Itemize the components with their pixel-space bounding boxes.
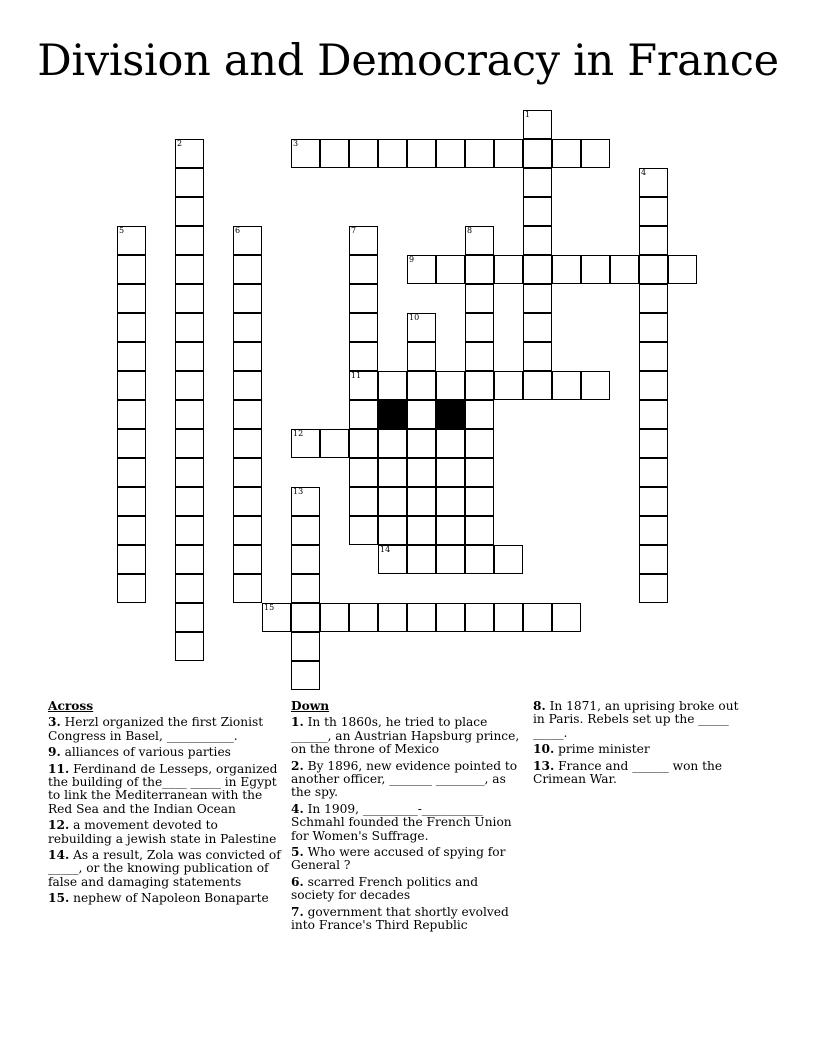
grid-cell[interactable] [494,255,523,284]
grid-cell[interactable] [552,139,581,168]
cell-number: 12 [293,429,304,438]
grid-cell[interactable] [436,139,465,168]
grid-cell[interactable] [291,632,320,661]
grid-cell[interactable] [175,313,204,342]
clue-down-6 [291,876,525,903]
grid-cell[interactable] [233,255,262,284]
clue-text: a movement devoted to rebuilding a jewish state in Palestine [48,818,277,846]
grid-cell[interactable] [465,371,494,400]
clue-down-13 [533,760,743,787]
grid-cell[interactable] [175,371,204,400]
grid-cell[interactable] [436,458,465,487]
grid-cell[interactable] [407,400,436,429]
grid-cell[interactable] [175,284,204,313]
grid-cell[interactable] [233,574,262,603]
grid-cell[interactable] [175,487,204,516]
grid-cell[interactable] [552,371,581,400]
grid-cell[interactable] [175,342,204,371]
grid-cell[interactable] [465,139,494,168]
grid-cell[interactable] [349,603,378,632]
clue-down-7 [291,906,525,933]
clue-text: nephew of Napoleon Bonaparte [73,891,269,906]
grid-cell[interactable] [117,429,146,458]
grid-cell[interactable] [523,371,552,400]
grid-cell[interactable] [175,516,204,545]
clue-number: 14. [48,848,70,863]
grid-cell[interactable] [175,197,204,226]
page-title: Division and Democracy in France [37,36,779,86]
grid-cell[interactable] [523,110,552,139]
grid-cell[interactable] [349,313,378,342]
clue-number: 15. [48,891,70,906]
grid-cell[interactable] [320,139,349,168]
down-clues-continued [533,700,743,789]
clue-down-10 [533,743,743,756]
clue-across-14 [48,849,282,889]
clue-text: France and ______ won the Crimean War. [533,758,723,787]
grid-cell[interactable] [175,458,204,487]
grid-cell[interactable] [465,603,494,632]
grid-cell[interactable] [349,400,378,429]
grid-cell[interactable] [465,284,494,313]
grid-cell[interactable] [291,545,320,574]
clue-across-11 [48,763,282,817]
grid-cell[interactable] [639,313,668,342]
grid-cell[interactable] [407,342,436,371]
cell-number: 13 [293,487,304,496]
clue-down-1 [291,716,525,756]
grid-cell[interactable] [117,487,146,516]
clue-text: Herzl organized the first Zionist Congress in Basel, ___________. [48,715,264,743]
grid-cell[interactable] [639,226,668,255]
grid-cell[interactable] [349,284,378,313]
clue-text: In 1871, an uprising broke out in Paris. Rebels set up the _____ _____. [533,699,739,740]
clue-number: 5. [291,845,304,860]
down-heading: Down [291,699,330,713]
clue-down-8 [533,700,743,740]
grid-cell[interactable] [117,574,146,603]
grid-cell[interactable] [552,255,581,284]
grid-cell[interactable] [465,226,494,255]
grid-cell[interactable] [436,603,465,632]
clue-text: In th 1860s, he tried to place ______, an Austrian Hapsburg prince, on the throne of Mexico [291,715,520,757]
grid-cell[interactable] [407,487,436,516]
grid-cell[interactable] [494,371,523,400]
grid-cell[interactable] [436,487,465,516]
grid-cell[interactable] [639,255,668,284]
grid-cell[interactable] [639,284,668,313]
grid-cell[interactable] [349,458,378,487]
grid-cell[interactable] [639,400,668,429]
grid-cell[interactable] [233,342,262,371]
clue-across-9 [48,746,282,759]
grid-cell[interactable] [436,255,465,284]
grid-cell[interactable] [117,284,146,313]
grid-cell[interactable] [523,226,552,255]
grid-cell[interactable] [436,429,465,458]
clue-text: prime minister [558,742,650,757]
grid-cell[interactable] [465,255,494,284]
clue-down-4 [291,803,525,843]
grid-cell[interactable] [291,574,320,603]
grid-cell[interactable] [175,400,204,429]
grid-cell[interactable] [233,516,262,545]
grid-cell[interactable] [494,139,523,168]
grid-cell[interactable] [291,516,320,545]
grid-cell[interactable] [407,139,436,168]
grid-cell[interactable] [465,342,494,371]
grid-cell[interactable] [523,284,552,313]
grid-cell[interactable] [349,371,378,400]
across-heading: Across [48,699,94,713]
cell-number: 9 [409,255,415,264]
grid-cell[interactable] [494,545,523,574]
grid-cell[interactable] [233,226,262,255]
grid-cell[interactable] [175,168,204,197]
clue-number: 12. [48,818,70,833]
grid-cell[interactable] [407,458,436,487]
grid-cell[interactable] [233,284,262,313]
grid-cell[interactable] [639,458,668,487]
grid-cell[interactable] [639,371,668,400]
grid-cell[interactable] [117,371,146,400]
grid-cell[interactable] [349,342,378,371]
grid-cell[interactable] [639,516,668,545]
grid-cell[interactable] [175,574,204,603]
grid-cell[interactable] [320,603,349,632]
grid-cell[interactable] [378,603,407,632]
grid-cell[interactable] [639,574,668,603]
grid-cell[interactable] [581,139,610,168]
clue-text: scarred French politics and society for decades [291,874,478,903]
grid-cell[interactable] [378,458,407,487]
grid-cell[interactable] [436,516,465,545]
grid-cell[interactable] [117,458,146,487]
clue-text: Who were accused of spying for General ? [291,845,506,873]
grid-cell[interactable] [552,603,581,632]
clue-number: 4. [291,801,304,816]
grid-cell[interactable] [117,255,146,284]
grid-cell[interactable] [581,371,610,400]
grid-cell[interactable] [465,516,494,545]
grid-cell[interactable] [639,545,668,574]
grid-cell[interactable] [407,313,436,342]
grid-cell[interactable] [291,429,320,458]
grid-cell[interactable] [639,168,668,197]
grid-cell[interactable] [175,255,204,284]
cell-number: 5 [119,226,125,235]
cell-number: 1 [525,110,531,119]
grid-cell[interactable] [465,487,494,516]
clue-across-3 [48,716,282,743]
grid-cell[interactable] [523,342,552,371]
grid-cell[interactable] [436,545,465,574]
clue-text: In 1909, _________-__________ Schmahl founded the French Union for Women's Suffrage. [291,801,512,843]
clue-number: 7. [291,904,304,919]
grid-cell[interactable] [465,400,494,429]
grid-cell[interactable] [117,400,146,429]
grid-cell[interactable] [117,226,146,255]
grid-cell[interactable] [233,313,262,342]
cell-number: 7 [351,226,357,235]
clue-across-15 [48,892,282,905]
clue-number: 3. [48,715,61,730]
clue-number: 13. [533,758,555,773]
grid-cell[interactable] [465,545,494,574]
black-square [378,400,407,429]
grid-cell[interactable] [436,371,465,400]
grid-cell[interactable] [465,313,494,342]
cell-number: 3 [293,139,299,148]
clue-down-2 [291,760,525,800]
clue-number: 10. [533,742,555,757]
grid-cell[interactable] [407,603,436,632]
cell-number: 8 [467,226,473,235]
clue-text: As a result, Zola was convicted of _____, or the knowing publication of false and damaging statements [48,848,281,889]
clue-number: 2. [291,758,304,773]
grid-cell[interactable] [175,632,204,661]
grid-cell[interactable] [407,429,436,458]
grid-cell[interactable] [291,661,320,690]
grid-cell[interactable] [465,458,494,487]
grid-cell[interactable] [320,429,349,458]
grid-cell[interactable] [233,458,262,487]
grid-cell[interactable] [233,545,262,574]
grid-cell[interactable] [233,487,262,516]
grid-cell[interactable] [523,197,552,226]
cell-number: 10 [409,313,420,322]
grid-cell[interactable] [175,226,204,255]
grid-cell[interactable] [291,603,320,632]
clue-number: 11. [48,761,70,776]
clue-number: 1. [291,715,304,730]
grid-cell[interactable] [349,487,378,516]
grid-cell[interactable] [233,429,262,458]
black-square [436,400,465,429]
grid-cell[interactable] [175,545,204,574]
grid-cell[interactable] [117,545,146,574]
grid-cell[interactable] [117,342,146,371]
grid-cell[interactable] [262,603,291,632]
cell-number: 15 [264,603,275,612]
clue-number: 8. [533,699,546,713]
grid-cell[interactable] [639,342,668,371]
grid-cell[interactable] [494,603,523,632]
clue-text: government that shortly evolved into France's Third Republic [291,904,509,933]
grid-cell[interactable] [378,516,407,545]
grid-cell[interactable] [175,139,204,168]
grid-cell[interactable] [378,487,407,516]
grid-cell[interactable] [465,429,494,458]
grid-cell[interactable] [610,255,639,284]
grid-cell[interactable] [378,429,407,458]
clue-text: Ferdinand de Lesseps, organized the building of the____ _____ in Egypt to link the Mediterranean with the Red Sea and the Indian Ocean [48,761,278,816]
grid-cell[interactable] [407,516,436,545]
grid-cell[interactable] [291,487,320,516]
grid-cell[interactable] [668,255,697,284]
grid-cell[interactable] [291,139,320,168]
clue-text: By 1896, new evidence pointed to another officer, _______ ________, as the spy. [291,758,518,800]
grid-cell[interactable] [349,516,378,545]
grid-cell[interactable] [639,197,668,226]
cell-number: 4 [641,168,647,177]
grid-cell[interactable] [378,139,407,168]
grid-cell[interactable] [523,313,552,342]
grid-cell[interactable] [407,545,436,574]
cell-number: 6 [235,226,241,235]
grid-cell[interactable] [378,371,407,400]
clue-number: 9. [48,745,61,760]
cell-number: 11 [351,371,362,380]
grid-cell[interactable] [117,516,146,545]
grid-cell[interactable] [175,429,204,458]
grid-cell[interactable] [349,226,378,255]
grid-cell[interactable] [523,255,552,284]
grid-cell[interactable] [581,255,610,284]
clue-down-5 [291,846,525,873]
grid-cell[interactable] [523,139,552,168]
grid-cell[interactable] [233,371,262,400]
grid-cell[interactable] [378,545,407,574]
grid-cell[interactable] [349,139,378,168]
clue-text: alliances of various parties [64,745,231,760]
clue-across-12 [48,819,282,846]
cell-number: 14 [380,545,391,554]
down-clues [291,700,525,936]
grid-cell[interactable] [523,168,552,197]
grid-cell[interactable] [117,313,146,342]
grid-cell[interactable] [349,429,378,458]
grid-cell[interactable] [233,400,262,429]
cell-number: 2 [177,139,183,148]
grid-cell[interactable] [639,429,668,458]
grid-cell[interactable] [175,603,204,632]
across-clues [48,700,282,909]
grid-cell[interactable] [639,487,668,516]
grid-cell[interactable] [523,603,552,632]
grid-cell[interactable] [349,255,378,284]
clue-number: 6. [291,874,304,889]
grid-cell[interactable] [407,371,436,400]
grid-cell[interactable] [407,255,436,284]
